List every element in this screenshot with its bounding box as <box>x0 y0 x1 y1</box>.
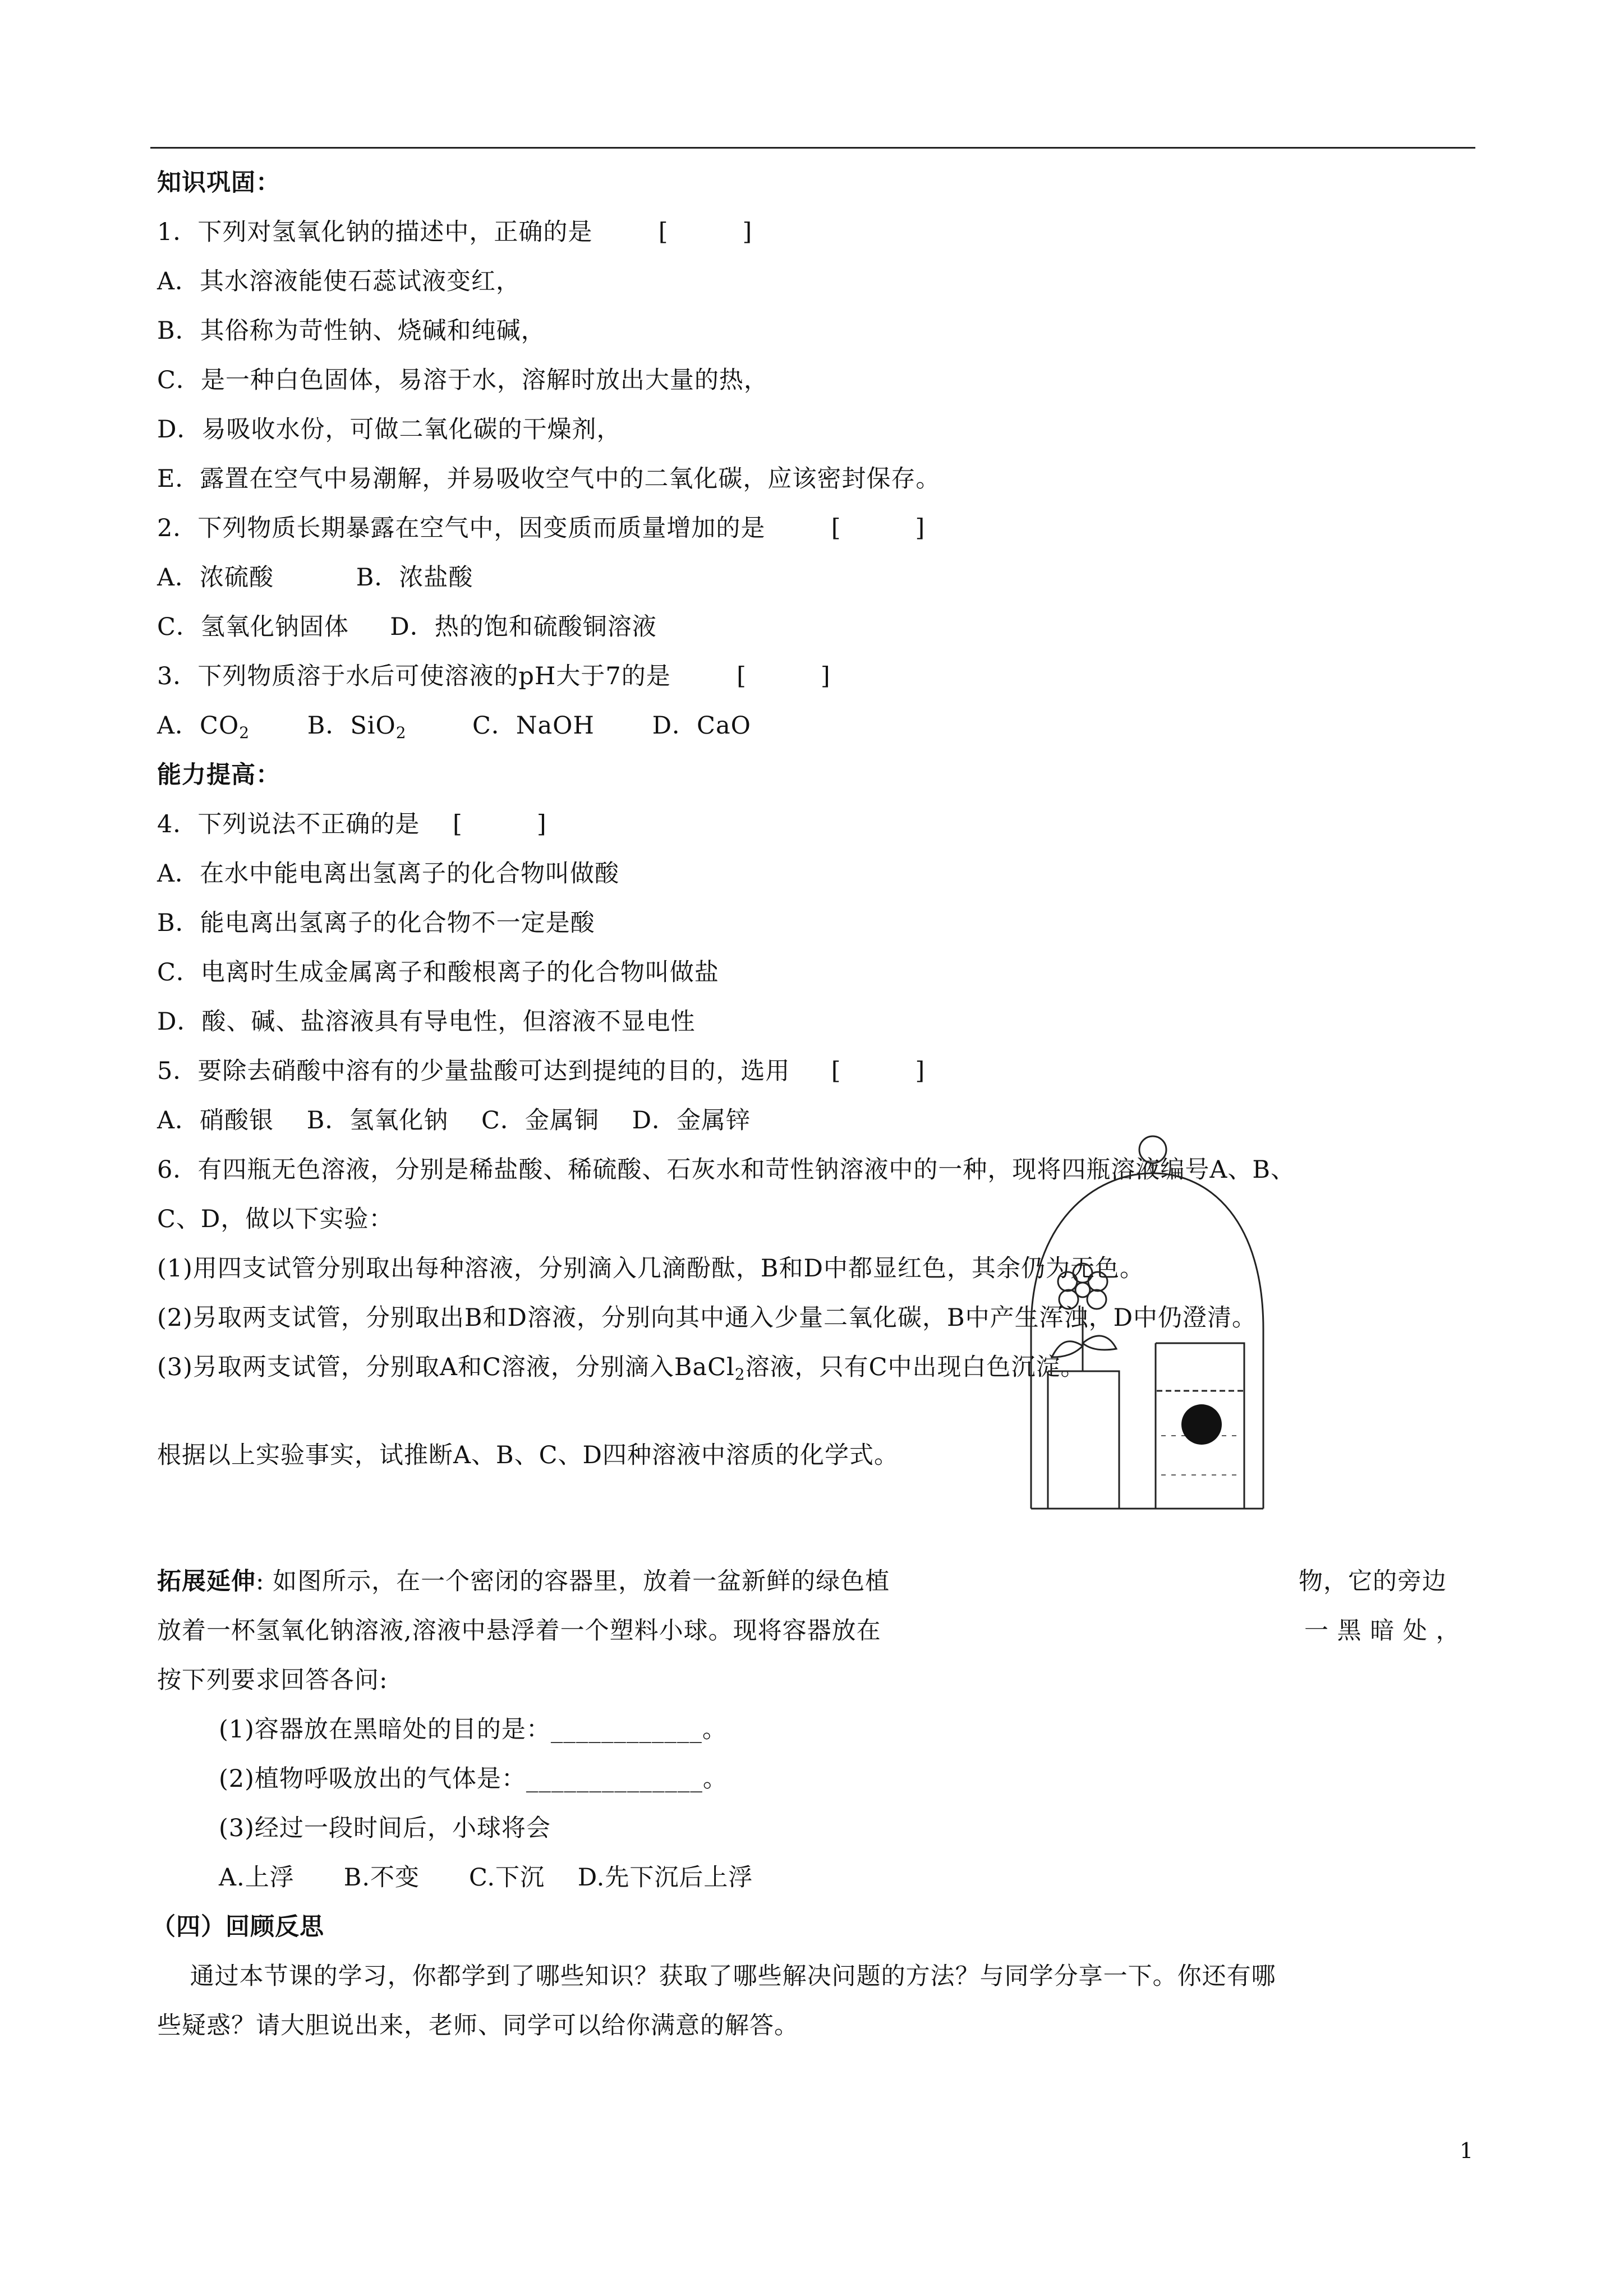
review-line-1: 通过本节课的学习，你都学到了哪些知识？获取了哪些解决问题的方法？与同学分享一下。你还有哪 <box>157 1962 1276 1990</box>
q6-step-1: (1)用四支试管分别取出每种溶液，分别滴入几滴酚酞，B和D中都显红色，其余仍为无色。 <box>157 1255 1144 1283</box>
q3-option-a: A．CO <box>157 712 240 740</box>
plastic-ball <box>1181 1404 1222 1445</box>
page-number: 1 <box>1460 2138 1474 2163</box>
extension-heading: 拓展延伸 <box>157 1567 256 1596</box>
extension-options: A.上浮 B.不变 C.下沉 D.先下沉后上浮 <box>219 1864 753 1892</box>
q1-option-c: C．是一种白色固体，易溶于水，溶解时放出大量的热， <box>157 366 769 394</box>
extension-line-3: 按下列要求回答各问: <box>157 1666 388 1694</box>
q3-option-cd: C．NaOH D．CaO <box>406 712 751 740</box>
q6-step-3-post: 溶液，只有C中出现白色沉淀。 <box>745 1353 1085 1381</box>
question-3: 3．下列物质溶于水后可使溶液的pH大于7的是 [ ] <box>157 662 831 690</box>
jar-knob <box>1139 1136 1166 1163</box>
question-5: 5．要除去硝酸中溶有的少量盐酸可达到提纯的目的，选用 [ ] <box>157 1057 926 1085</box>
plant-leaf-left <box>1052 1341 1083 1357</box>
section-heading-ability: 能力提高： <box>157 761 280 789</box>
bell-jar-figure <box>1027 1122 1268 1520</box>
q4-option-b: B．能电离出氢离子的化合物不一定是酸 <box>157 909 595 937</box>
question-6-line-1: 6．有四瓶无色溶液，分别是稀盐酸、稀硫酸、石灰水和苛性钠溶液中的一种，现将四瓶溶液编号A、B、 <box>157 1156 1296 1184</box>
q6-conclusion: 根据以上实验事实，试推断A、B、C、D四种溶液中溶质的化学式。 <box>157 1441 899 1469</box>
header-rule <box>150 147 1475 149</box>
section-heading-consolidate: 知识巩固： <box>157 169 280 197</box>
section-heading-review: （四）回顾反思 <box>151 1913 324 1941</box>
q1-option-d: D．易吸收水份，可做二氧化碳的干燥剂， <box>157 416 622 444</box>
q6-step-2: (2)另取两支试管，分别取出B和D溶液，分别向其中通入少量二氧化碳，B中产生浑浊，D中仍澄清。 <box>157 1304 1257 1332</box>
extension-question-1: (1)容器放在黑暗处的目的是：____________。 <box>219 1716 727 1744</box>
q2-options-ab: A．浓硫酸 B．浓盐酸 <box>157 564 473 592</box>
question-2: 2．下列物质长期暴露在空气中，因变质而质量增加的是 [ ] <box>157 514 926 542</box>
question-6-line-2: C、D，做以下实验： <box>157 1205 394 1233</box>
q5-options: A．硝酸银 B．氢氧化钠 C．金属铜 D．金属锌 <box>157 1106 751 1135</box>
extension-line-1 <box>157 1565 890 1598</box>
q3-option-b: B．SiO <box>250 712 396 740</box>
extension-line-1-right: 物，它的旁边 <box>1299 1567 1447 1596</box>
q6-step-3-pre: (3)另取两支试管，分别取A和C溶液，分别滴入BaCl <box>157 1353 735 1381</box>
q2-options-cd: C．氢氧化钠固体 D．热的饱和硫酸铜溶液 <box>157 613 657 641</box>
flower-pot <box>1048 1371 1119 1509</box>
extension-line-2: 放着一杯氢氧化钠溶液,溶液中悬浮着一个塑料小球。现将容器放在 <box>157 1617 881 1645</box>
q4-option-a: A．在水中能电离出氢离子的化合物叫做酸 <box>157 860 620 888</box>
q3-option-b-sub: 2 <box>395 723 407 742</box>
extension-line-2-right: 一 黑 暗 处 ， <box>1304 1617 1461 1645</box>
extension-line-1-text: : 如图所示，在一个密闭的容器里，放着一盆新鲜的绿色植 <box>256 1567 890 1596</box>
q6-step-3 <box>157 1350 1085 1384</box>
q4-option-c: C．电离时生成金属离子和酸根离子的化合物叫做盐 <box>157 958 719 986</box>
q1-option-b: B．其俗称为苛性钠、烧碱和纯碱， <box>157 317 546 345</box>
q3-options <box>157 709 751 743</box>
extension-question-2: (2)植物呼吸放出的气体是：______________。 <box>219 1765 728 1793</box>
question-1: 1．下列对氢氧化钠的描述中，正确的是 [ ] <box>157 218 753 246</box>
bell-jar-dome <box>1031 1173 1263 1509</box>
plant-leaf-right <box>1083 1336 1116 1350</box>
extension-question-3: (3)经过一段时间后，小球将会 <box>219 1814 551 1842</box>
question-4: 4．下列说法不正确的是 [ ] <box>157 810 547 838</box>
flower-icon <box>1058 1264 1107 1309</box>
q1-option-e: E．露置在空气中易潮解，并易吸收空气中的二氧化碳，应该密封保存。 <box>157 465 941 493</box>
q4-option-d: D．酸、碱、盐溶液具有导电性，但溶液不显电性 <box>157 1008 696 1036</box>
review-line-2: 些疑惑？请大胆说出来，老师、同学可以给你满意的解答。 <box>157 2012 799 2040</box>
q6-step-3-sub: 2 <box>734 1365 746 1384</box>
q1-option-a: A．其水溶液能使石蕊试液变红， <box>157 268 521 296</box>
q3-option-a-sub: 2 <box>239 723 250 742</box>
